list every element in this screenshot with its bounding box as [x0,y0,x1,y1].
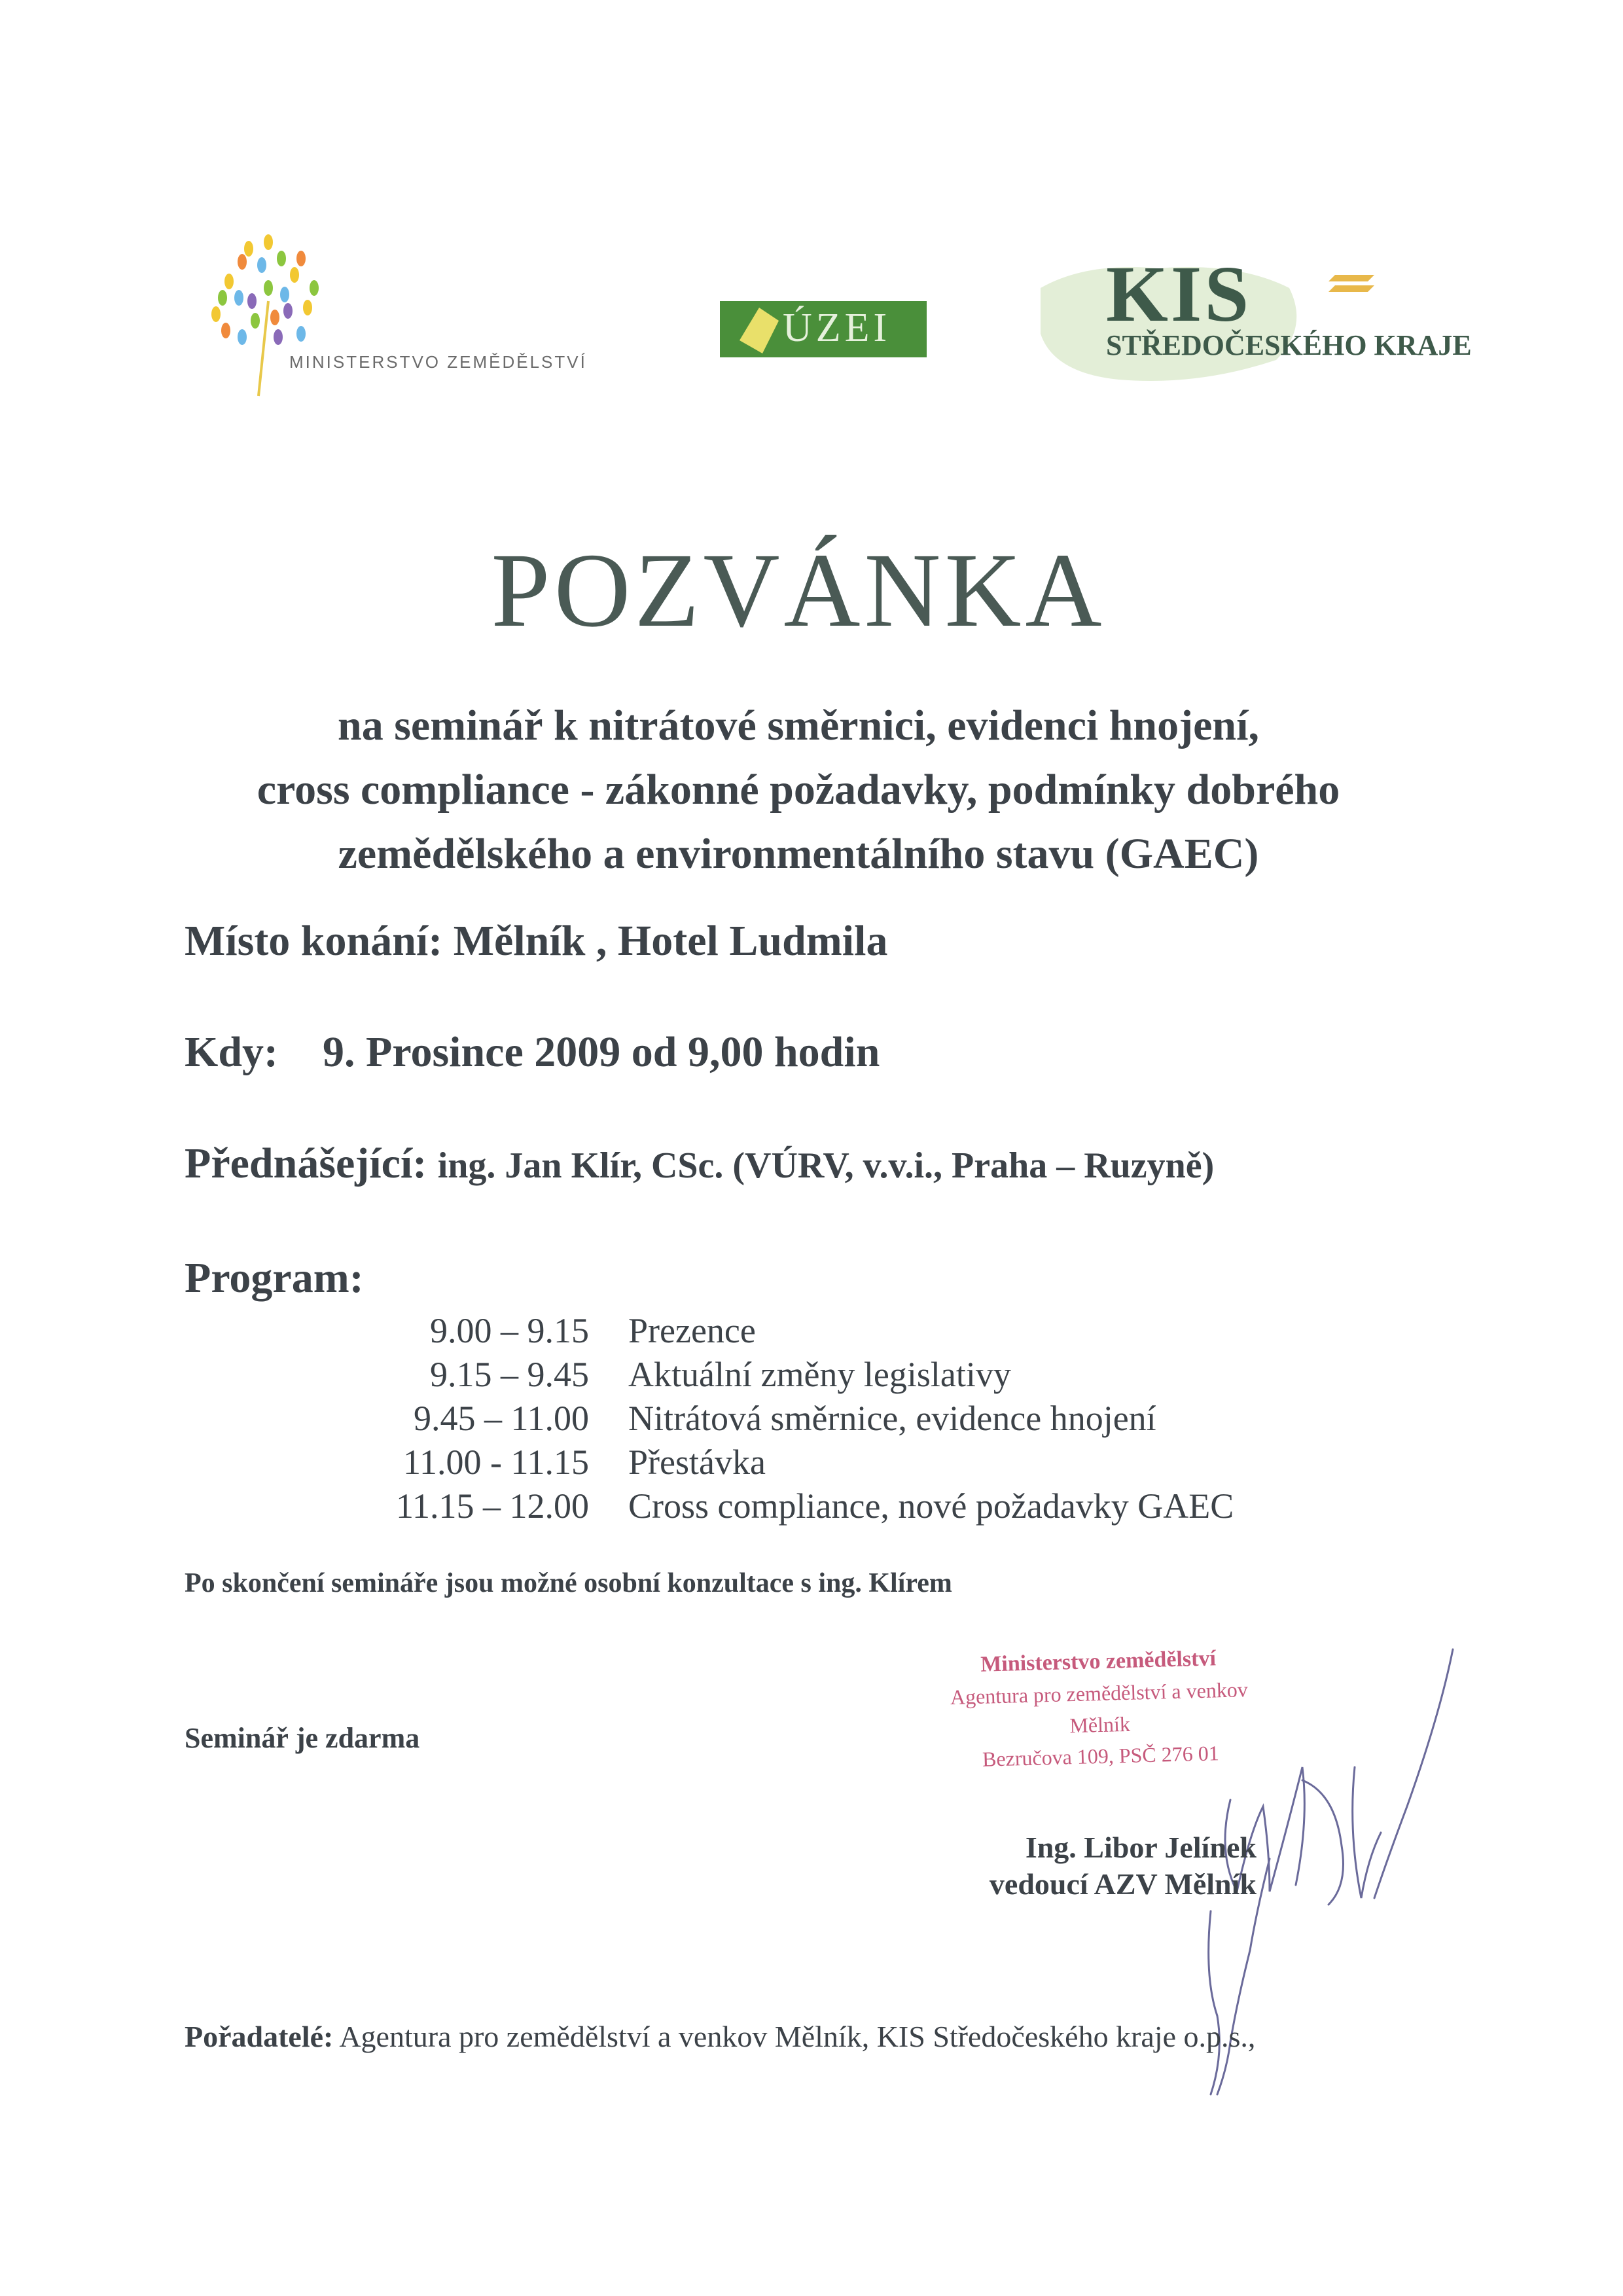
free-of-charge-note: Seminář je zdarma [185,1722,420,1754]
date-label: Kdy: [185,1028,279,1076]
lecturer-label: Přednášející: [185,1139,427,1187]
program-time: 9.15 – 9.45 [430,1355,589,1394]
document-title: POZVÁNKA [491,532,1106,649]
program-table [373,1309,1234,1528]
kis-logo [1027,249,1486,393]
program-time: 11.00 - 11.15 [403,1443,589,1482]
program-item: Nitrátová směrnice, evidence hnojení [628,1399,1156,1438]
program-item: Aktuální změny legislativy [628,1355,1011,1394]
program-item: Cross compliance, nové požadavky GAEC [628,1486,1234,1526]
organizers-value: Agentura pro zemědělství a venkov Mělník, KIS Středočeského kraje o.p.s., [339,2020,1256,2053]
kis-logo-subtitle: STŘEDOČESKÉHO KRAJE [1106,329,1472,361]
tree-icon [203,223,334,399]
signer-role: vedoucí AZV Mělník [989,1867,1257,1901]
venue-value: Mělník , Hotel Ludmila [453,917,888,965]
seminar-subtitle [0,694,1597,886]
organizers-label: Pořadatelé: [185,2020,334,2053]
program-item: Přestávka [628,1443,766,1482]
subtitle-line: na seminář k nitrátové směrnici, evidenci hnojení, [338,702,1259,749]
signer-name: Ing. Libor Jelínek [1025,1831,1257,1864]
program-time: 11.15 – 12.00 [396,1486,589,1526]
mze-logo-label: MINISTERSTVO ZEMĚDĚLSTVÍ [289,352,587,372]
organizers-line [185,2019,1255,2054]
subtitle-line: zemědělského a environmentálního stavu (GAEC) [338,830,1259,878]
program-row [373,1309,1234,1353]
lecturer-line [185,1139,1214,1189]
mze-logo [203,223,622,406]
program-row [373,1397,1234,1441]
lecturer-value: ing. Jan Klír, CSc. (VÚRV, v.v.i., Praha – Ruzyně) [437,1145,1215,1186]
stamp-line: Mělník [1069,1712,1131,1738]
kis-map-shape-icon [1027,249,1486,393]
uzei-logo [720,301,929,360]
uzei-logo-text: ÚZEI [783,306,891,350]
stamp-line: Agentura pro zemědělství a venkov [950,1677,1249,1709]
uzei-leaf-icon [733,295,785,360]
signer-block [890,1829,1257,1903]
program-row [373,1353,1234,1397]
date-line [185,1028,880,1077]
program-heading: Program: [185,1254,364,1302]
program-time: 9.00 – 9.15 [430,1311,589,1350]
stamp-line: Ministerstvo zemědělství [980,1646,1217,1677]
venue-line [185,916,887,966]
subtitle-line: cross compliance - zákonné požadavky, podmínky dobrého [257,766,1340,814]
date-value: 9. Prosince 2009 od 9,00 hodin [323,1028,880,1076]
program-row [373,1484,1234,1528]
consultation-note: Po skončení semináře jsou možné osobní konzultace s ing. Klírem [185,1568,952,1598]
program-time: 9.45 – 11.00 [414,1399,589,1438]
kis-logo-title: KIS [1106,250,1252,338]
program-item: Prezence [628,1311,756,1350]
venue-label: Místo konání: [185,917,443,965]
stamp-line: Bezručova 109, PSČ 276 01 [982,1741,1220,1771]
program-row [373,1441,1234,1484]
